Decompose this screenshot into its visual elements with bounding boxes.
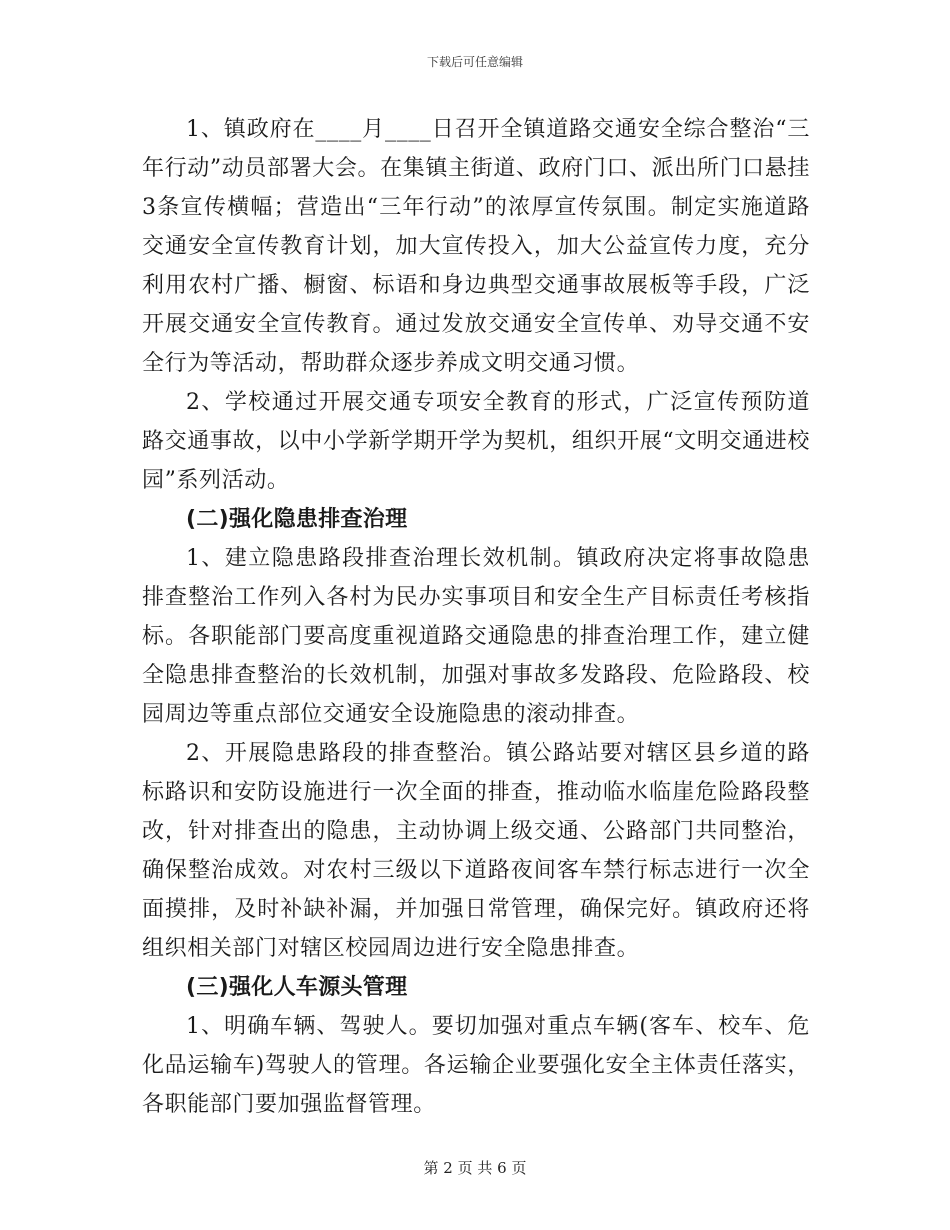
paragraph-2: 2、学校通过开展交通专项安全教育的形式，广泛宣传预防道路交通事故，以中小学新学期开学为契机，组织开展“文明交通进校园”系列活动。 [142, 390, 810, 493]
page-footer: 第 2 页 共 6 页 [423, 1159, 527, 1177]
paragraph-5: 1、明确车辆、驾驶人。要切加强对重点车辆(客车、校车、危化品运输车)驾驶人的管理。各运输企业要强化安全主体责任落实，各职能部门要加强监督管理。 [142, 1014, 810, 1117]
paragraph-1: 1、镇政府在____月____日召开全镇道路交通安全综合整治“三年行动”动员部署大会。在集镇主街道、政府门口、派出所门口悬挂3条宣传横幅；营造出“三年行动”的浓厚宣传氛围。制定实施道路交通安全宣传教育计划，加大宣传投入，加大公益宣传力度，充分利用农村广播、橱窗、标语和身边典型交通事故展板等手段，广泛开展交通安全宣传教育。通过发放交通安全宣传单、劝导交通不安全行为等活动，帮助群众逐步养成文明交通习惯。 [142, 117, 810, 376]
paragraph-4: 2、开展隐患路段的排查整治。镇公路站要对辖区县乡道的路标路识和安防设施进行一次全面的排查，推动临水临崖危险路段整改，针对排查出的隐患，主动协调上级交通、公路部门共同整治，确保整治成效。对农村三级以下道路夜间客车禁行标志进行一次全面摸排，及时补缺补漏，并加强日常管理，确保完好。镇政府还将组织相关部门对辖区校园周边进行安全隐患排查。 [142, 741, 810, 961]
paragraph-3: 1、建立隐患路段排查治理长效机制。镇政府决定将事故隐患排查整治工作列入各村为民办实事项目和安全生产目标责任考核指标。各职能部门要高度重视道路交通隐患的排查治理工作，建立健全隐患排查整治的长效机制，加强对事故多发路段、危险路段、校园周边等重点部位交通安全设施隐患的滚动排查。 [142, 546, 810, 727]
section-heading-3: (三)强化人车源头管理 [186, 975, 408, 1000]
page-header: 下载后可任意编辑 [426, 55, 523, 69]
document-body [142, 110, 810, 1124]
section-heading-2: (二)强化隐患排查治理 [186, 507, 408, 532]
